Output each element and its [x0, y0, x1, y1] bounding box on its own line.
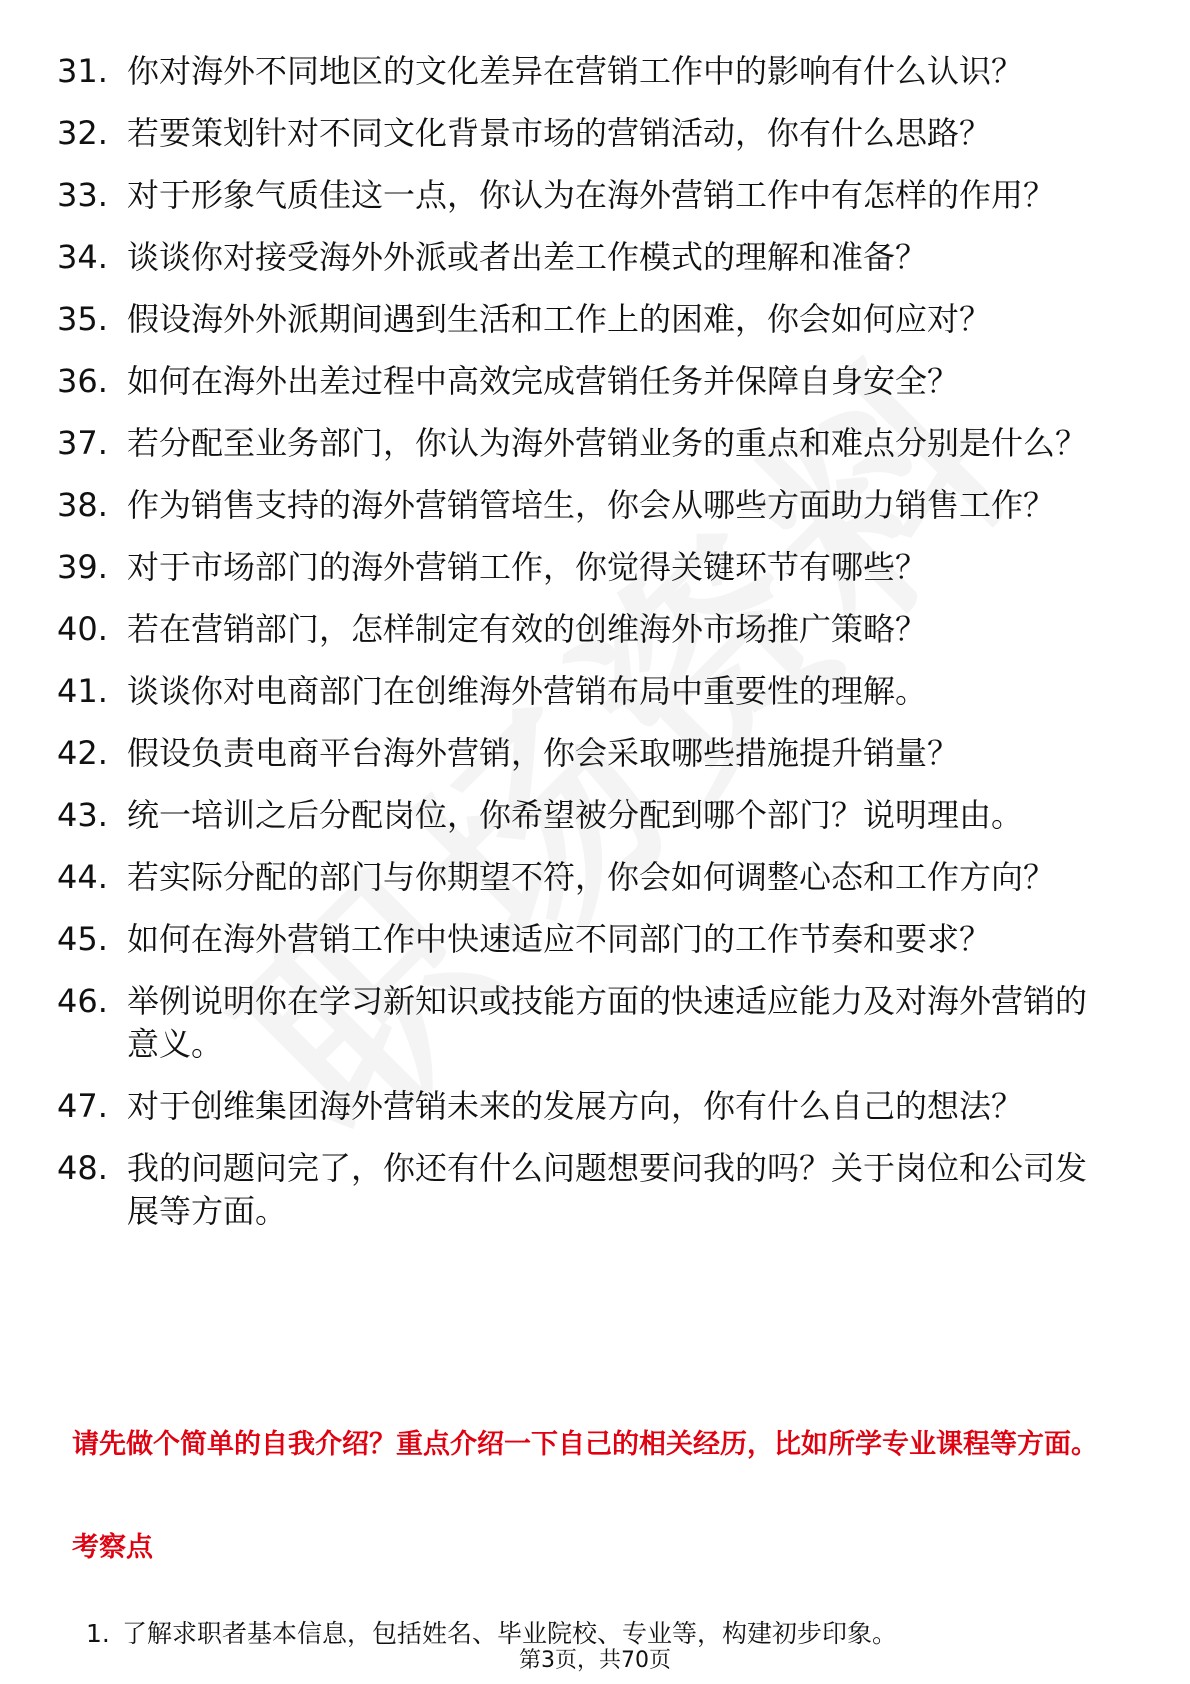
item-number: 38.: [57, 486, 108, 524]
item-number: 48.: [57, 1149, 108, 1187]
item-text: 对于形象气质佳这一点，你认为在海外营销工作中有怎样的作用？: [127, 176, 1056, 214]
item-number: 42.: [57, 734, 108, 772]
item-number: 37.: [57, 424, 108, 462]
item-text: 你对海外不同地区的文化差异在营销工作中的影响有什么认识？: [127, 52, 1024, 90]
list-item: [0, 236, 1190, 279]
list-item: [0, 112, 1190, 155]
section-heading: 考察点: [72, 1532, 153, 1563]
intro-question: 请先做个简单的自我介绍？重点介绍一下自己的相关经历，比如所学专业课程等方面。: [72, 1429, 1098, 1460]
item-number: 47.: [57, 1087, 108, 1125]
item-text: 如何在海外营销工作中快速适应不同部门的工作节奏和要求？: [127, 920, 992, 958]
list-item: [0, 360, 1190, 403]
item-text: 若分配至业务部门，你认为海外营销业务的重点和难点分别是什么？: [127, 424, 1088, 462]
item-number: 35.: [57, 300, 108, 338]
item-text: 对于创维集团海外营销未来的发展方向，你有什么自己的想法？: [127, 1087, 1024, 1125]
page-footer: 第3页，共70页: [519, 1648, 671, 1673]
list-item: [0, 546, 1190, 589]
list-item: [0, 732, 1190, 775]
item-number: 39.: [57, 548, 108, 586]
list-item: [0, 608, 1190, 651]
item-number: 46.: [57, 982, 108, 1020]
item-text: 若在营销部门，怎样制定有效的创维海外市场推广策略？: [127, 610, 928, 648]
item-number: 36.: [57, 362, 108, 400]
item-number: 34.: [57, 238, 108, 276]
item-text: 假设负责电商平台海外营销，你会采取哪些措施提升销量？: [127, 734, 960, 772]
item-number: 31.: [57, 52, 108, 90]
question-list: [0, 50, 1190, 1252]
list-item: [0, 174, 1190, 217]
item-text: 我的问题问完了，你还有什么问题想要问我的吗？关于岗位和公司发展等方面。: [127, 1149, 1088, 1230]
item-text: 举例说明你在学习新知识或技能方面的快速适应能力及对海外营销的意义。: [127, 982, 1088, 1063]
item-number: 44.: [57, 858, 108, 896]
item-text: 谈谈你对电商部门在创维海外营销布局中重要性的理解。: [127, 672, 928, 710]
item-number: 41.: [57, 672, 108, 710]
item-number: 33.: [57, 176, 108, 214]
item-text: 对于市场部门的海外营销工作，你觉得关键环节有哪些？: [127, 548, 928, 586]
item-text: 若要策划针对不同文化背景市场的营销活动，你有什么思路？: [127, 114, 992, 152]
item-number: 40.: [57, 610, 108, 648]
list-item: [0, 1147, 1190, 1233]
list-item: [0, 856, 1190, 899]
list-item: [0, 422, 1190, 465]
item-text: 了解求职者基本信息，包括姓名、毕业院校、专业等，构建初步印象。: [122, 1619, 898, 1648]
list-item: [0, 918, 1190, 961]
list-item: [0, 670, 1190, 713]
item-text: 作为销售支持的海外营销管培生，你会从哪些方面助力销售工作？: [127, 486, 1056, 524]
item-text: 统一培训之后分配岗位，你希望被分配到哪个部门？说明理由。: [127, 796, 1024, 834]
item-number: 45.: [57, 920, 108, 958]
item-text: 如何在海外出差过程中高效完成营销任务并保障自身安全？: [127, 362, 960, 400]
list-item: [0, 980, 1190, 1066]
item-text: 谈谈你对接受海外外派或者出差工作模式的理解和准备？: [127, 238, 928, 276]
list-item: [0, 794, 1190, 837]
list-item: [0, 1085, 1190, 1128]
item-text: 若实际分配的部门与你期望不符，你会如何调整心态和工作方向？: [127, 858, 1056, 896]
list-item: [0, 50, 1190, 93]
item-text: 假设海外外派期间遇到生活和工作上的困难，你会如何应对？: [127, 300, 992, 338]
item-number: 43.: [57, 796, 108, 834]
item-number: 32.: [57, 114, 108, 152]
item-number: 1.: [86, 1619, 110, 1648]
list-item: [0, 484, 1190, 527]
list-item: [0, 298, 1190, 341]
